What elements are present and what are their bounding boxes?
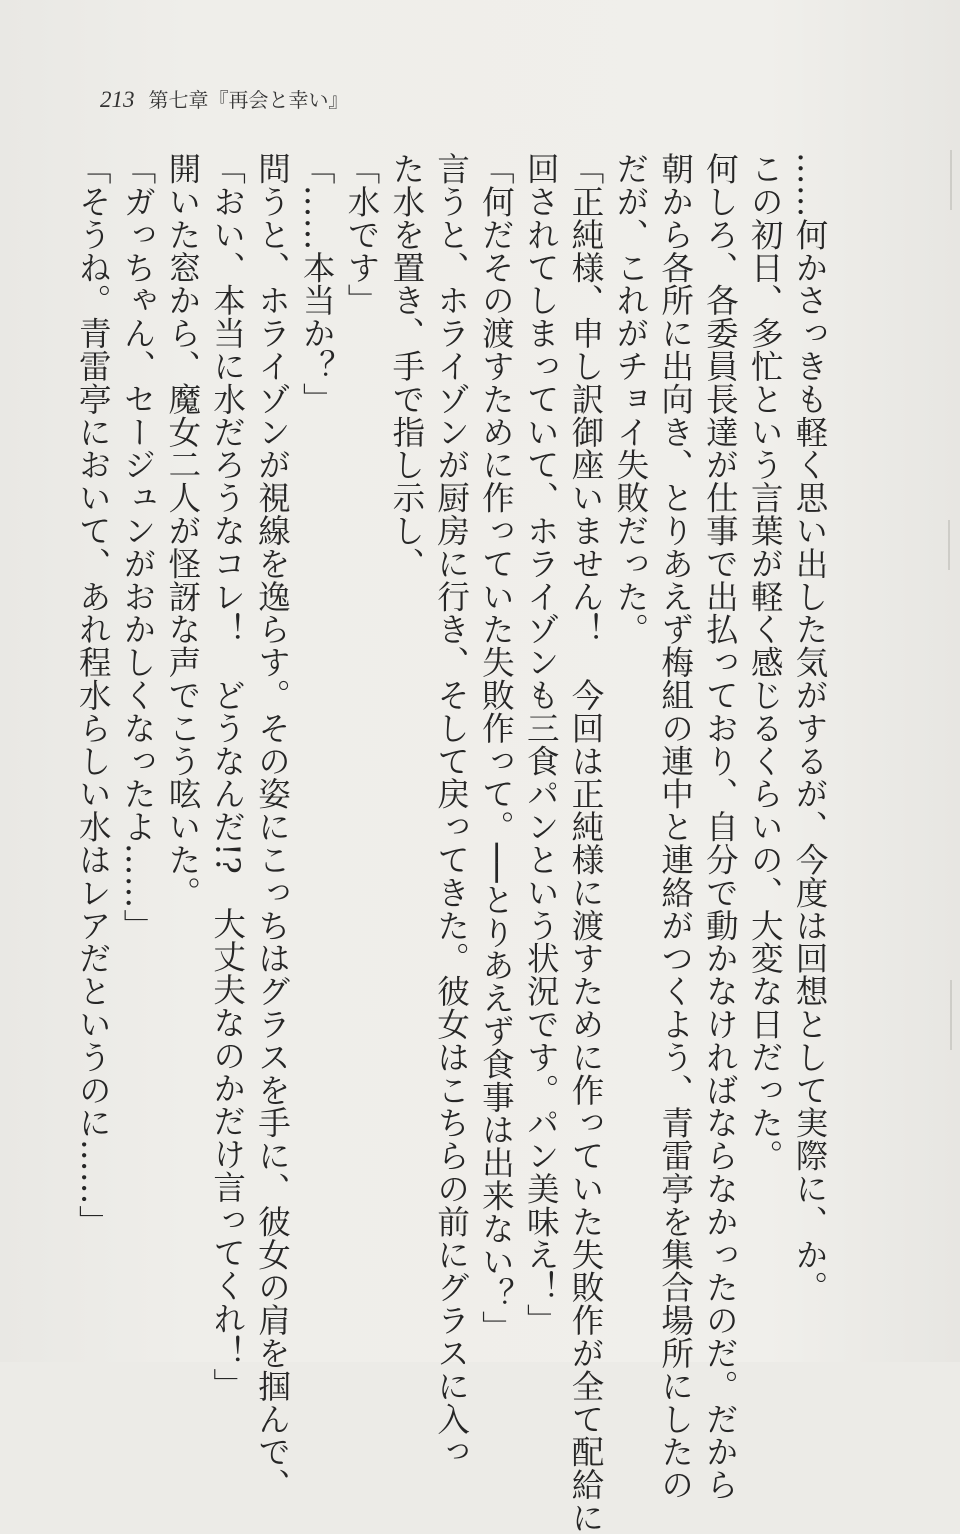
page-edge-mark	[950, 980, 952, 1050]
text-line: た水を置き、手で指し示し、	[387, 152, 426, 580]
page-edge-mark	[950, 150, 952, 210]
chapter-title: 第七章『再会と幸い』	[148, 90, 349, 112]
text-line: 「……本当か？」	[298, 152, 337, 416]
text-line: 何しろ、各委員長達が仕事で出払っており、自分で動かなければならなかったのだ。だから	[701, 152, 740, 1501]
page-edge-mark	[948, 520, 950, 570]
text-line: 「そうね。青雷亭において、あれ程水らしい水はレアだというのに……」	[74, 152, 113, 1238]
vertical-text-body	[74, 152, 832, 1534]
text-line: 言うと、ホライゾンが厨房に行き、そして戻ってきた。彼女はこちらの前にグラスに入っ	[432, 152, 471, 1468]
text-line: 問うと、ホライゾンが視線を逸らす。その姿にこっちはグラスを手に、彼女の肩を掴んで、	[253, 152, 292, 1501]
text-line: この初日、多忙という言葉が軽く感じるくらいの、大変な日だった。	[746, 152, 785, 1172]
running-header	[100, 84, 349, 114]
text-line: だが、これがチョイ失敗だった。	[611, 152, 650, 646]
text-line: 回されてしまっていて、ホライゾンも三食パンという状況です。パン美味え！」	[522, 152, 561, 1337]
text-line: 朝から各所に出向き、とりあえず梅組の連中と連絡がつくよう、青雷亭を集合場所にしたの	[656, 152, 695, 1501]
text-line: ……何かさっきも軽く思い出した気がするが、今度は回想として実際に、か。	[791, 152, 829, 1304]
text-line: 「おい、本当に水だろうなコレ！ どうなんだ!? 大丈夫なのかだけ言ってくれ！」	[208, 152, 247, 1401]
text-line: 「ガっちゃん、セージュンがおかしくなったよ……」	[119, 152, 158, 942]
page-number: 213	[100, 87, 135, 112]
text-line: 「水です」	[343, 152, 382, 317]
text-line: 「正純様、申し訳御座いません！ 今回は正純様に渡すために作っていた失敗作が全て配給に	[567, 152, 606, 1534]
text-line: 「何だその渡すために作っていた失敗作って。──とりあえず食事は出来ない？」	[477, 152, 516, 1344]
text-line: 開いた窓から、魔女二人が怪訝な声でこう呟いた。	[163, 152, 202, 909]
